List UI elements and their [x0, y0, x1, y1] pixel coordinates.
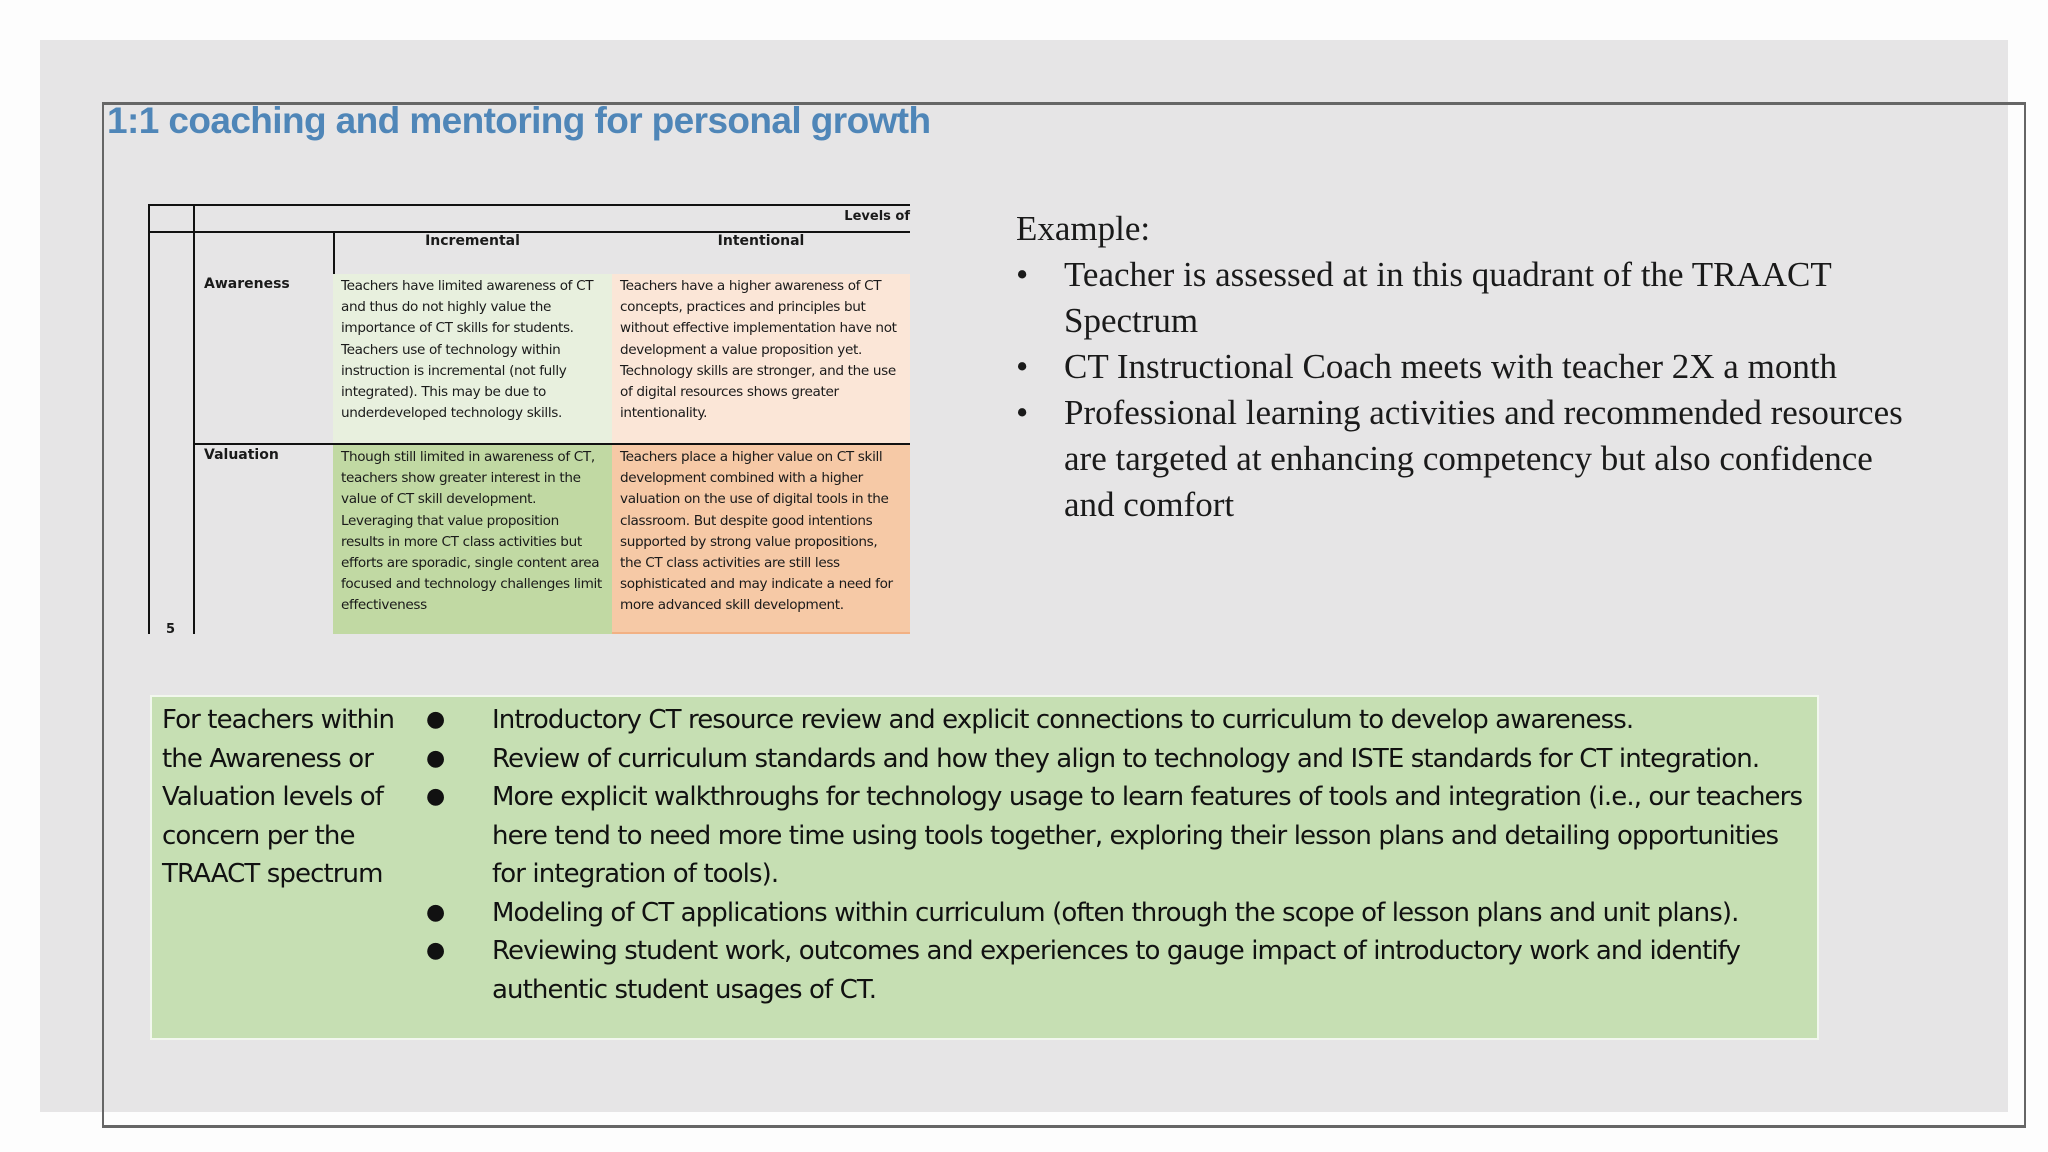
recommendation-text: Modeling of CT applications within curriculum (often through the scope of lesson plans and unit plans).	[492, 897, 1739, 928]
recommendation-text: Reviewing student work, outcomes and experiences to gauge impact of introductory work and identify authentic student usages of CT.	[492, 936, 1740, 1005]
column-header-incremental: Incremental	[425, 233, 520, 249]
example-item	[1016, 390, 1916, 528]
bullet-icon: ●	[426, 899, 445, 925]
recommendation-item	[422, 894, 1812, 933]
row-header-awareness: Awareness	[204, 276, 290, 292]
bullet-icon: •	[1016, 255, 1029, 294]
example-item-text: Teacher is assessed at in this quadrant of the TRAACT Spectrum	[1064, 255, 1832, 340]
recommendation-item	[422, 778, 1812, 894]
example-item	[1016, 252, 1916, 344]
table-top-border	[148, 204, 910, 206]
table-stub-text: 5	[166, 622, 176, 634]
bullet-icon: ●	[426, 707, 445, 732]
cell-valuation-incremental: Though still limited in awareness of CT, teachers show greater interest in the value of CT skill development. Leveraging that value proposition results in more CT class activities but efforts are sporadic, single content area focused and technology challenges limit effectiveness	[333, 445, 612, 634]
example-item-text: Professional learning activities and recommended resources are targeted at enhancing competency but also confidence and comfort	[1064, 393, 1903, 524]
recommendations-list	[422, 701, 1812, 1009]
example-item	[1016, 344, 1916, 390]
recommendation-text: More explicit walkthroughs for technology usage to learn features of tools and integration (i.e., our teachers here tend to need more time using tools together, exploring their lesson plans and detailing opportunities for integration of tools).	[492, 782, 1803, 889]
column-header-intentional: Intentional	[717, 233, 805, 249]
recommendation-text: Introductory CT resource review and explicit connections to curriculum to develop awareness.	[492, 705, 1634, 735]
example-item-text: CT Instructional Coach meets with teacher 2X a month	[1064, 347, 1838, 386]
table-left-border	[148, 204, 150, 634]
bullet-icon: •	[1016, 393, 1029, 432]
example-list	[1016, 252, 1916, 528]
recommendation-item	[422, 701, 1812, 740]
example-heading: Example:	[1016, 209, 1151, 248]
cell-awareness-incremental: Teachers have limited awareness of CT and thus do not highly value the importance of CT skills for students. Teachers use of technology within instruction is incremental (not fully integrated). This may be due to underdeveloped technology skills.	[333, 274, 612, 443]
recommendation-item	[422, 740, 1812, 779]
slide-title: 1:1 coaching and mentoring for personal growth	[107, 100, 931, 141]
recommendations-label: For teachers within the Awareness or Valuation levels of concern per the TRAACT spectrum	[162, 705, 395, 889]
cell-awareness-intentional: Teachers have a higher awareness of CT concepts, practices and principles but without effective implementation have not development a value proposition yet. Technology skills are stronger, and the use of digital resources shows greater intentionality.	[612, 274, 910, 443]
bullet-icon: •	[1016, 347, 1029, 386]
bullet-icon: ●	[426, 784, 445, 809]
recommendations-box	[150, 695, 1819, 1040]
recommendation-text: Review of curriculum standards and how they align to technology and ISTE standards for CT integration.	[492, 743, 1760, 774]
bullet-icon: ●	[426, 938, 445, 963]
cell-valuation-intentional: Teachers place a higher value on CT skill development combined with a higher valuation on the use of digital tools in the classroom. But despite good intentions supported by strong value propositions, the CT class activities are still less sophisticated and may indicate a need for more advanced skill development.	[612, 445, 910, 634]
table-stub-divider	[193, 204, 195, 634]
levels-header: Levels of	[844, 209, 910, 224]
recommendation-item	[422, 932, 1812, 1009]
bullet-icon: ●	[426, 745, 445, 771]
traact-table	[148, 204, 910, 634]
example-block	[1016, 206, 1916, 528]
row-header-valuation: Valuation	[204, 447, 279, 463]
